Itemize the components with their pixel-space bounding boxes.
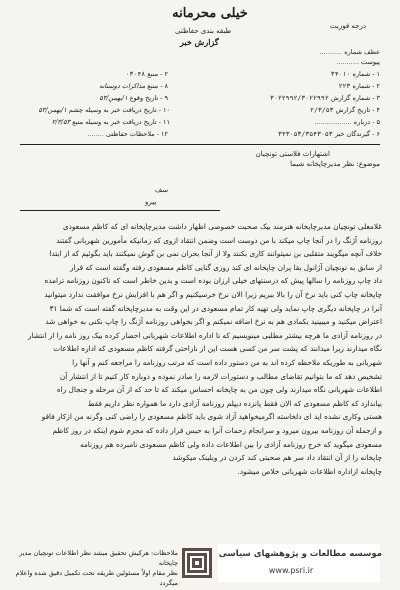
priority-label: درجه فوریت xyxy=(330,22,366,30)
footnotes xyxy=(8,548,178,588)
body-line: داد چاپ روزنامه را سالها پیش که درسنتهای خیلی ارزان بوده است و بدین خاطر است که تاکنون روزنامه ترامده xyxy=(44,276,382,286)
body-line: و ازجمله آن روزنامه بیرون میرود و سرانجام زحمات آنرا به حبس قرار داده که مجرم شوم اینکه در روز کاظم xyxy=(52,425,382,435)
institute-name: موسسه مطالعات و پژوهشهای سیاسی xyxy=(218,549,382,559)
subject-about: اشتهارات فلاستی تونچیان xyxy=(255,150,330,158)
body-line: خلاف آنچه میگویند متقلبی بن نمیتوانند کاری بکنند ولا از آنجا بحران نمی بن گوش نمیکنند باید بگوئیم که از ابتدا xyxy=(49,249,382,259)
form-field: ۳ - شماره گزارش ۳۰۲۲۹۹۲/۳۰۲۲۹۹۲ xyxy=(270,94,380,102)
footnote-line: نظر مقام اولاً مسئولین طریقه تحت تکمیل دقیق شده واعلام میگردد xyxy=(15,569,178,587)
signature-mark: سف xyxy=(155,186,169,194)
body-line: غلامعلی تونچیان مدیرچاپخانه هنرمند بیک صحبت خصوصی اظهار داشت مدیرچاپخانه ای که کاظم مسعودی xyxy=(62,222,382,231)
body-line: چاپخانه ازاداره اطلاعات شهربانی خلاص میشود. xyxy=(237,466,382,476)
body-line: اطلاعات شهربانی نگاه میدارند ولی چون من به چاپخانه احساس میکند که تا حد که از آن مرحله و جنجال راه xyxy=(56,385,382,395)
body-line: در روزنامه آزادی ما هرچه بیشتر مطلبی مینویسیم که تا اداره اطلاعات شهربانی احضار کرده بیک روز نامه را از انتشار xyxy=(27,330,382,340)
form-field: ۴ - تاریخ گزارش ۲/۳/۵۳ xyxy=(310,106,380,114)
form-field: پیوست ........... xyxy=(336,58,380,66)
report-type-label: گزارش خبر xyxy=(180,37,219,47)
form-field: ۲ - شماره ۲۲۳ xyxy=(338,82,380,90)
document-classification-title: خیلی محرمانه xyxy=(172,6,248,21)
body-line: تشخیص دهد که ما بتوانیم تقاضای مطالب و دستورات لازمه را صادر نموده و دوباره کار کنیم تا از انتشار آن xyxy=(59,371,382,381)
body-line: هستی وکاری نشده اید ای دلخاسته اگرمیخواهید آزاد شوی باید کاظم مسعودی را راضی کنی وگرنه من ازکار فاقو xyxy=(41,412,382,422)
form-field: ۸ - منبع مذاکرات دوستانه xyxy=(99,82,168,90)
footnote-line: ملاحظات: هرکیش تحقیق میشد نظر اطلاعات تونچیان مدیر چاپخانه xyxy=(19,549,178,567)
form-field: ۹ - تاریخ وقوع ۱/بهمن/۵۳ xyxy=(99,94,168,102)
header-divider xyxy=(20,144,380,145)
body-line: چاپخانه را از آن انتقاد داد سر هم صحبتی کند کردن در وبلینک میکوشد xyxy=(172,453,382,463)
institute-logo-icon xyxy=(182,548,212,578)
signature-mark-2: پیرو xyxy=(145,198,157,206)
form-field: ۵ - درباره .................. xyxy=(314,118,380,126)
form-field: عطف شماره ........... xyxy=(319,48,380,56)
form-field: ۱۰ - تاریخ دریافت خبر به وسیله چشم ۱/بهمن/۵۳ xyxy=(38,106,170,114)
security-classification-label: طبقه بندی حفاظتی xyxy=(175,27,232,35)
form-field: ۱ - شماره ۳۴۰۱۰ xyxy=(330,70,380,78)
body-line: مسعودی میگوید که خرج روزنامه آزادی را بین اطلاعات داده ولی کاظم مسعودی نامبرده هم روزنامه xyxy=(79,439,382,449)
institute-url[interactable]: www.psri.ir xyxy=(268,566,314,575)
form-field: ۱۲ - ملاحظات حفاظتی ........ xyxy=(87,130,168,138)
body-line: شهربانی به طوریکه ملاحظه کرده اند به من دستور داده است که مرتب روزنامه را مراجعه کنم و آنها را xyxy=(72,357,382,367)
form-field: ۲ - منبع ۰۳۰۴۸ xyxy=(125,70,168,78)
report-body xyxy=(18,220,382,478)
body-line: نگاه میدارند زیرا میدانند که پشت سر من کسی هست این از ناراحتی گرفته کاظم مسعودی که اداره اطلاعات xyxy=(53,344,382,354)
signature-divider xyxy=(20,210,220,211)
body-line: چاپخانه چاپ کنی باید نرخ آن را بالا ببریم زیرا الان نرخ خرسیکنیم و اگر هم با افزایش نرخ موافقت ندارد میتوانید xyxy=(44,289,382,299)
body-line: از سابق به تونچیان آژانول بقا پران چاپخانه ای کند روزی گنایی کاظم مسعودی رفته وگفته است که قرار xyxy=(70,262,382,272)
form-field: ۶ - گیرندگان خبر ۳۴۳۰۵۳/۳۵۴۳۰۵۳ xyxy=(277,130,380,138)
body-line: آنرا در چاپخانه دیگری چاپ نماید ولی تهیه کار تمام مسعودی در این وقت به مدیرچاپخانه گفته است که شما ۳۱ xyxy=(49,303,382,313)
form-field: ۱۱ - تاریخ دریافت خبر به وسیله منبع ۲/۳/۵۳ xyxy=(51,118,170,126)
body-line: روزنامه آژنگ را در آنجا چاپ میکند با من دوست است وضمن انتقاد ازوی که زمانیکه مأمورین شهربانی گفتند xyxy=(56,235,382,245)
body-line: اعتراض میکنید و میبینید یکمادی هم به نرخ اضافه نمیکنم و اگر بخواهی روزنامه آژنگ را چاپ نکنی به خواهی شد xyxy=(45,317,382,327)
body-line: بیاندازد که کاظم مسعودی که الان فقط پانزده دیپلم روزنامه آزادی دارد ما همواره نظر داریم فقط xyxy=(87,398,382,408)
subject-topic: موضوع: نظر مدیرچاپخانه شیما xyxy=(290,160,380,168)
